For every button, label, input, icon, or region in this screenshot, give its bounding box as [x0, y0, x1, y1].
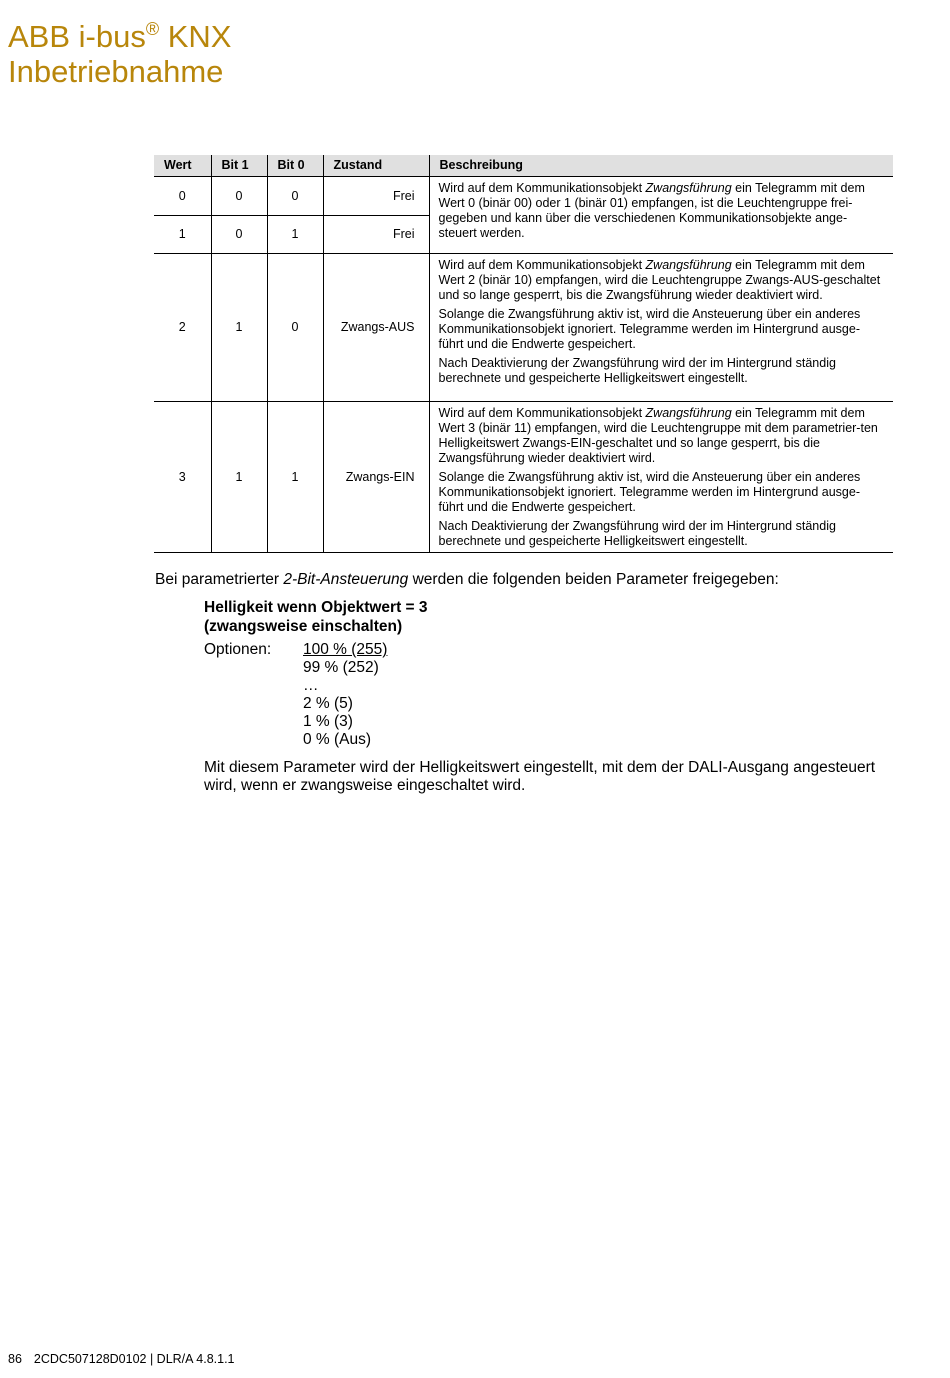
table-row: 3 1 1 Zwangs-EIN Wird auf dem Kommunikationsobjekt Zwangsführung ein Telegramm mit dem Wert 3 (binär 11) empfangen, wird die Leuchtengruppe mit dem parametrier-ten Helligkeitswert Zwangs-EIN-geschaltet und so lange gesperrt, bis die Zwangsführung wieder deaktiviert wird. Solange die Zwangsführung aktiv ist, wird die Ansteuerung über ein anderes Kommunikationsobjekt ignoriert. Telegramme werden im Hintergrund ausge-führt und die Endwerte gespeichert. Nach Deaktivierung der Zwangsführung wird der im Hintergrund ständig berechnete und gespeicherte Helligkeitswert eingestellt. [154, 402, 893, 553]
col-header-beschreibung: Beschreibung [429, 155, 893, 177]
table-header-row [154, 155, 893, 177]
col-header-zustand: Zustand [323, 155, 429, 177]
parameter-title: Helligkeit wenn Objektwert = 3 (zwangsweise einschalten) [204, 599, 428, 635]
option-item: 99 % (252) [303, 659, 379, 676]
page-footer [8, 1352, 247, 1367]
page-number: 86 [8, 1352, 22, 1366]
intro-paragraph: Bei parametrierter 2-Bit-Ansteuerung werden die folgenden beiden Parameter freigegeben: [155, 571, 779, 588]
parameter-description: Mit diesem Parameter wird der Helligkeitswert eingestellt, mit dem der DALI-Ausgang angesteuert wird, wenn er zwangsweise eingeschaltet wird. [204, 759, 876, 794]
table-row: 2 1 0 Zwangs-AUS Wird auf dem Kommunikationsobjekt Zwangsführung ein Telegramm mit dem Wert 2 (binär 10) empfangen, wird die Leuchtengruppe Zwangs-AUS-geschaltet und so lange gesperrt, bis die Zwangsführung wieder deaktiviert wird. Solange die Zwangsführung aktiv ist, wird die Ansteuerung über ein anderes Kommunikationsobjekt ignoriert. Telegramme werden im Hintergrund ausge-führt und die Endwerte gespeichert. Nach Deaktivierung der Zwangsführung wird der im Hintergrund ständig berechnete und gespeicherte Helligkeitswert eingestellt. [154, 254, 893, 402]
header-product-line: ABB i-bus® KNX [8, 19, 232, 54]
option-default: 100 % (255) [303, 641, 388, 658]
registered-mark: ® [145, 19, 160, 39]
option-item: 1 % (3) [303, 713, 353, 730]
state-table [154, 155, 893, 553]
header-section-title: Inbetriebnahme [8, 54, 224, 89]
description-zwangs-ein: Wird auf dem Kommunikationsobjekt Zwangsführung ein Telegramm mit dem Wert 3 (binär 11) empfangen, wird die Leuchtengruppe mit dem parametrier-ten Helligkeitswert Zwangs-EIN-geschaltet und so lange gesperrt, bis die Zwangsführung wieder deaktiviert wird. Solange die Zwangsführung aktiv ist, wird die Ansteuerung über ein anderes Kommunikationsobjekt ignoriert. Telegramme werden im Hintergrund ausge-führt und die Endwerte gespeichert. Nach Deaktivierung der Zwangsführung wird der im Hintergrund ständig berechnete und gespeicherte Helligkeitswert eingestellt. [429, 402, 893, 553]
document-header [8, 12, 231, 89]
col-header-bit1: Bit 1 [211, 155, 267, 177]
description-zwangs-aus: Wird auf dem Kommunikationsobjekt Zwangsführung ein Telegramm mit dem Wert 2 (binär 10) empfangen, wird die Leuchtengruppe Zwangs-AUS-geschaltet und so lange gesperrt, bis die Zwangsführung wieder deaktiviert wird. Solange die Zwangsführung aktiv ist, wird die Ansteuerung über ein anderes Kommunikationsobjekt ignoriert. Telegramme werden im Hintergrund ausge-führt und die Endwerte gespeichert. Nach Deaktivierung der Zwangsführung wird der im Hintergrund ständig berechnete und gespeicherte Helligkeitswert eingestellt. [429, 254, 893, 402]
option-item: 0 % (Aus) [303, 731, 372, 748]
options-list [303, 641, 387, 749]
option-ellipsis: … [303, 677, 319, 694]
document-id: 2CDC507128D0102 | DLR/A 4.8.1.1 [33, 1352, 235, 1366]
options-label: Optionen: [204, 641, 272, 658]
option-item: 2 % (5) [303, 695, 353, 712]
col-header-wert: Wert [154, 155, 211, 177]
description-frei: Wird auf dem Kommunikationsobjekt Zwangsführung ein Telegramm mit dem Wert 0 (binär 00) oder 1 (binär 01) empfangen, ist die Leuchtengruppe frei-gegeben und kann über die verschiedenen Kommunikationsobjekte ange-steuert werden. [429, 177, 893, 254]
col-header-bit0: Bit 0 [267, 155, 323, 177]
table-row: 1 0 1 Frei [154, 216, 893, 254]
table-row: 0 0 0 Frei Wird auf dem Kommunikationsobjekt Zwangsführung ein Telegramm mit dem Wert 0 (binär 00) oder 1 (binär 01) empfangen, ist die Leuchtengruppe frei-gegeben und kann über die verschiedenen Kommunikationsobjekte ange-steuert werden. [154, 177, 893, 216]
